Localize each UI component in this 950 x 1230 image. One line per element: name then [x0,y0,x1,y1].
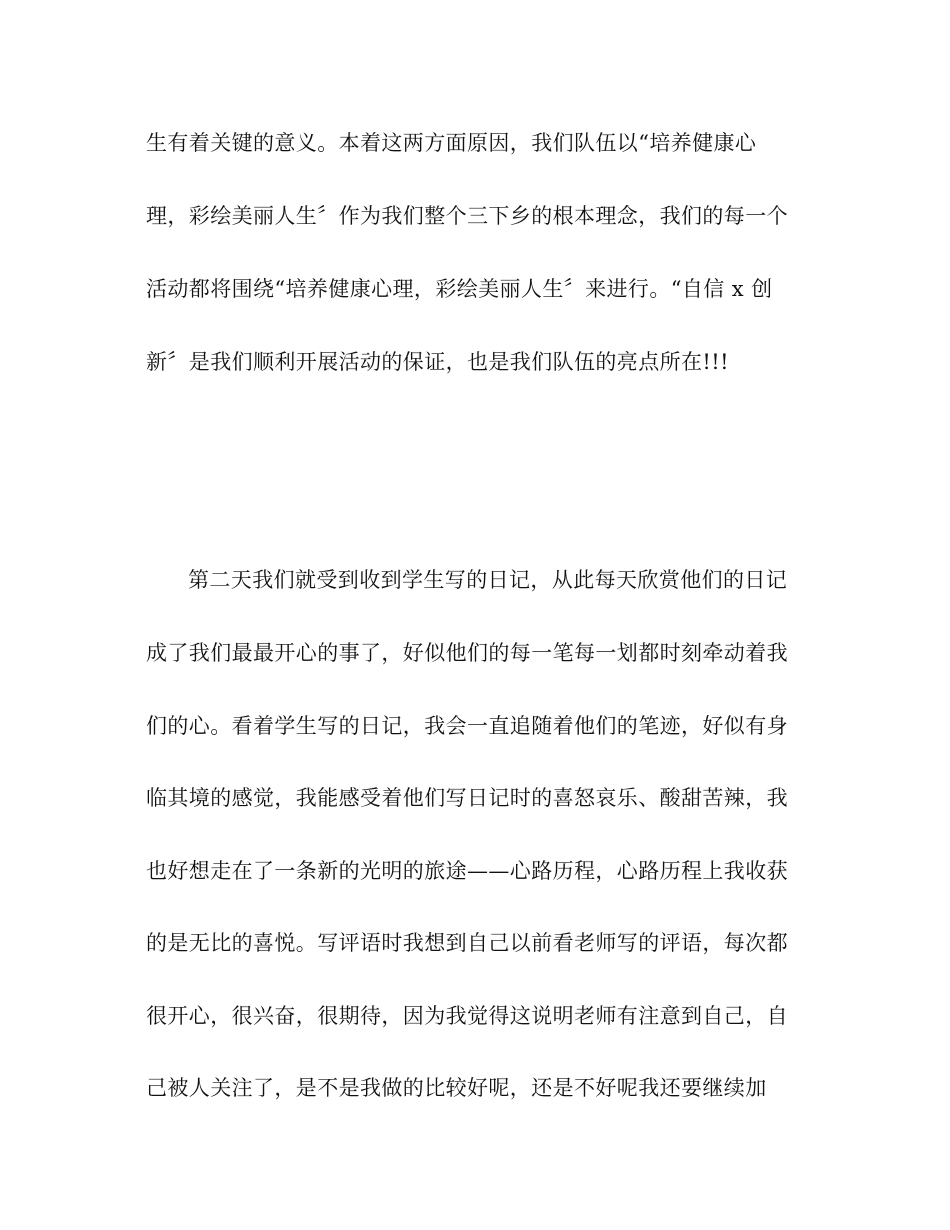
text-line: 己被人关注了，是不是我做的比较好呢，还是不好呢我还要继续加 [146,1076,767,1100]
text-line: 的是无比的喜悦。写评语时我想到自己以前看老师写的评语，每次都 [146,931,788,955]
text-line: 成了我们最最开心的事了，好似他们的每一笔每一划都时刻牵动着我 [146,641,788,665]
text-line: 活动都将围绕“培养健康心理，彩绘美丽人生〞来进行。“自信 x 创 [146,277,773,301]
text-line: 很开心，很兴奋，很期待，因为我觉得这说明老师有注意到自己，自 [146,1004,788,1028]
text-line: 理，彩绘美丽人生〞作为我们整个三下乡的根本理念，我们的每一个 [146,204,788,228]
text-line: 生有着关键的意义。本着这两方面原因，我们队伍以“培养健康心 [146,131,757,155]
text-line: 第二天我们就受到收到学生写的日记，从此每天欣赏他们的日记 [188,568,788,592]
text-line: 也好想走在了一条新的光明的旅途——心路历程，心路历程上我收获 [146,859,788,883]
text-line: 们的心。看着学生写的日记，我会一直追随着他们的笔迹，好似有身 [146,714,788,738]
text-line: 临其境的感觉，我能感受着他们写日记时的喜怒哀乐、酸甜苦辣，我 [146,786,788,810]
text-line: 新〞是我们顺利开展活动的保证，也是我们队伍的亮点所在!!! [146,350,729,374]
